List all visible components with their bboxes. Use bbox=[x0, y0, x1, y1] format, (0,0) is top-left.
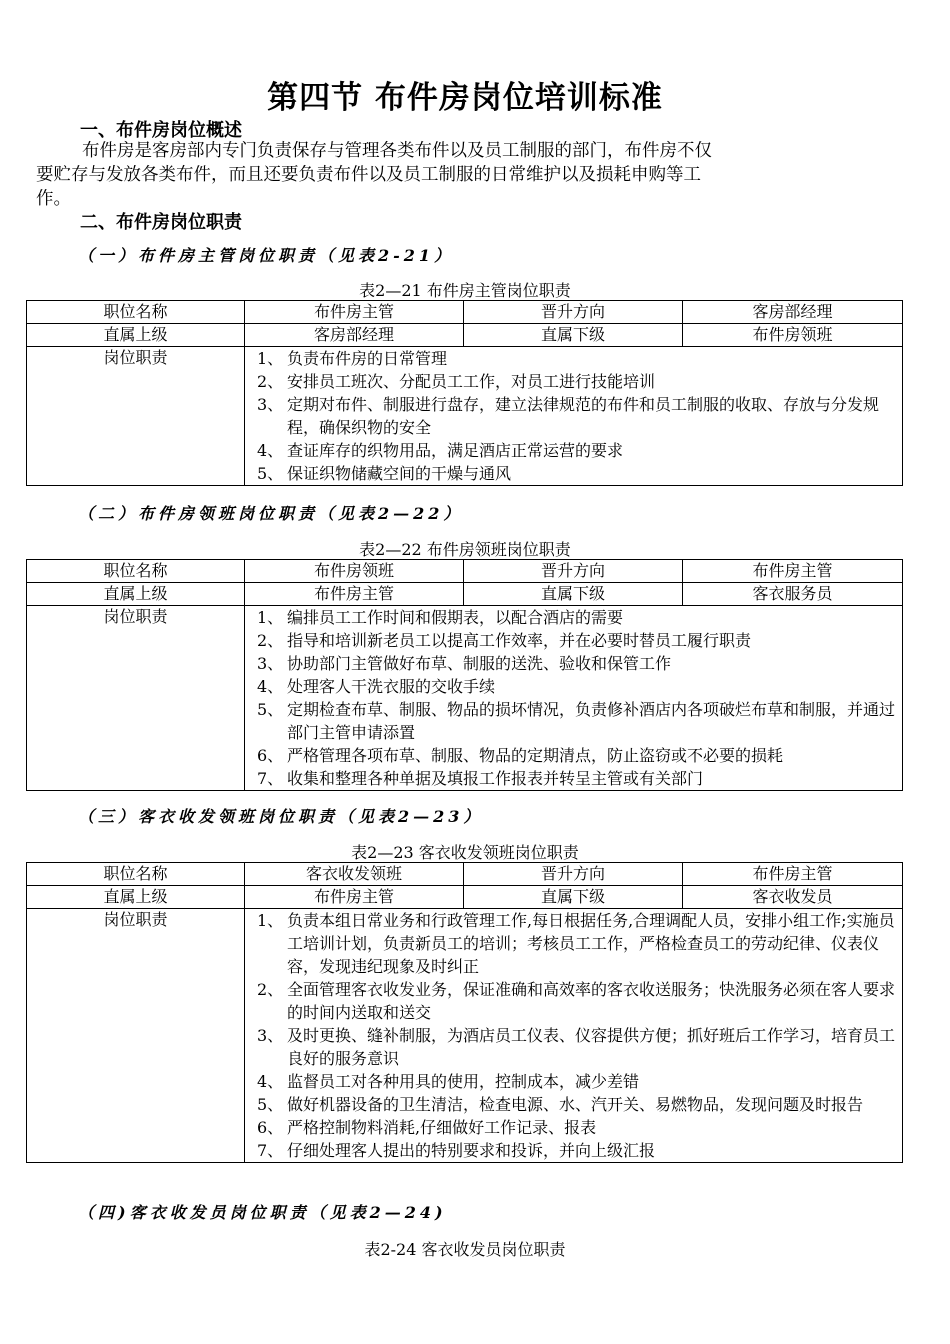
section-heading-duties: 二、布件房岗位职责 bbox=[80, 212, 242, 233]
section-heading-overview: 一、布件房岗位概述 bbox=[80, 120, 242, 141]
label-duties: 岗位职责 bbox=[27, 347, 245, 486]
table-row bbox=[27, 909, 903, 1163]
list-item: 1、 负责本组日常业务和行政管理工作,每日根据任务,合理调配人员，安排小组工作;实施员工培训计划，负责新员工的培训；考核员工工作，严格检查员工的劳动纪律、仪表仪容，发现违纪现象及时纠正 bbox=[257, 911, 895, 976]
list-item: 4、 查证库存的织物用品，满足酒店正常运营的要求 bbox=[257, 441, 624, 460]
table-row bbox=[27, 324, 903, 347]
label-position-name: 职位名称 bbox=[27, 863, 245, 886]
list-item: 6、 严格控制物料消耗,仔细做好工作记录、报表 bbox=[257, 1118, 597, 1137]
value-subordinate: 客衣服务员 bbox=[683, 583, 903, 606]
value-promotion: 布件房主管 bbox=[683, 863, 903, 886]
list-item: 3、 定期对布件、制服进行盘存，建立法律规范的布件和员工制服的收取、存放与分发规程，确保织物的安全 bbox=[257, 395, 880, 437]
duties-cell bbox=[245, 347, 903, 486]
table-row bbox=[27, 583, 903, 606]
label-promotion: 晋升方向 bbox=[464, 560, 683, 583]
duty-table-laundry-foreman bbox=[26, 862, 903, 1163]
value-promotion: 布件房主管 bbox=[683, 560, 903, 583]
label-subordinate: 直属下级 bbox=[464, 324, 683, 347]
duties-cell bbox=[245, 909, 903, 1163]
list-item: 5、 做好机器设备的卫生清洁，检查电源、水、汽开关、易燃物品，发现问题及时报告 bbox=[257, 1095, 864, 1114]
value-superior: 客房部经理 bbox=[245, 324, 464, 347]
duties-cell bbox=[245, 606, 903, 791]
label-position-name: 职位名称 bbox=[27, 560, 245, 583]
subsection-heading-laundry-clerk: （四)客衣收发员岗位职责（见表2—24) bbox=[78, 1203, 447, 1222]
list-item: 7、 仔细处理客人提出的特别要求和投诉，并向上级汇报 bbox=[257, 1141, 656, 1160]
list-item: 1、 编排员工工作时间和假期表，以配合酒店的需要 bbox=[257, 608, 624, 627]
table-row bbox=[27, 863, 903, 886]
label-duties: 岗位职责 bbox=[27, 606, 245, 791]
list-item: 2、 全面管理客衣收发业务，保证准确和高效率的客衣收送服务；快洗服务必须在客人要求的时间内送取和送交 bbox=[257, 980, 896, 1022]
list-item: 4、 监督员工对各种用具的使用，控制成本，减少差错 bbox=[257, 1072, 640, 1091]
label-superior: 直属上级 bbox=[27, 886, 245, 909]
value-position-name: 布件房领班 bbox=[245, 560, 464, 583]
overview-line: 要贮存与发放各类布件，而且还要负责布件以及员工制服的日常维护以及损耗申购等工 bbox=[36, 165, 701, 185]
value-subordinate: 客衣收发员 bbox=[683, 886, 903, 909]
duty-list bbox=[251, 909, 896, 1162]
table-row bbox=[27, 606, 903, 791]
list-item: 3、 及时更换、缝补制服，为酒店员工仪表、仪容提供方便；抓好班后工作学习，培育员工良好的服务意识 bbox=[257, 1026, 896, 1068]
list-item: 2、 安排员工班次、分配员工工作，对员工进行技能培训 bbox=[257, 372, 656, 391]
table-row bbox=[27, 560, 903, 583]
overview-line: 作。 bbox=[36, 189, 71, 209]
page-title: 第四节 布件房岗位培训标准 bbox=[267, 80, 663, 116]
label-superior: 直属上级 bbox=[27, 583, 245, 606]
value-position-name: 客衣收发领班 bbox=[245, 863, 464, 886]
subsection-heading-laundry-foreman: （三）客衣收发领班岗位职责（见表2—23） bbox=[78, 807, 484, 826]
subsection-heading-linen-foreman: （二）布件房领班岗位职责（见表2—22） bbox=[78, 504, 464, 523]
duty-table-linen-foreman bbox=[26, 559, 903, 791]
table-row bbox=[27, 301, 903, 324]
value-superior: 布件房主管 bbox=[245, 886, 464, 909]
duty-list bbox=[251, 606, 896, 790]
list-item: 4、 处理客人干洗衣服的交收手续 bbox=[257, 677, 496, 696]
value-promotion: 客房部经理 bbox=[683, 301, 903, 324]
list-item: 3、 协助部门主管做好布草、制服的送洗、验收和保管工作 bbox=[257, 654, 672, 673]
list-item: 6、 严格管理各项布草、制服、物品的定期清点，防止盗窃或不必要的损耗 bbox=[257, 746, 784, 765]
overview-line: 布件房是客房部内专门负责保存与管理各类布件以及员工制服的部门，布件房不仅 bbox=[82, 141, 712, 161]
value-subordinate: 布件房领班 bbox=[683, 324, 903, 347]
label-subordinate: 直属下级 bbox=[464, 886, 683, 909]
table-caption: 表2—22 布件房领班岗位职责 bbox=[359, 540, 571, 559]
label-duties: 岗位职责 bbox=[27, 909, 245, 1163]
duty-list bbox=[251, 347, 896, 485]
overview-paragraph bbox=[36, 139, 904, 211]
list-item: 5、 定期检查布草、制服、物品的损坏情况，负责修补酒店内各项破烂布草和制服，并通过部门主管申请添置 bbox=[257, 700, 896, 742]
value-superior: 布件房主管 bbox=[245, 583, 464, 606]
table-row bbox=[27, 347, 903, 486]
table-row bbox=[27, 886, 903, 909]
list-item: 1、 负责布件房的日常管理 bbox=[257, 349, 448, 368]
table-caption: 表2-24 客衣收发员岗位职责 bbox=[364, 1240, 566, 1259]
subsection-heading-linen-supervisor: （一）布件房主管岗位职责（见表2-21） bbox=[78, 246, 455, 265]
label-position-name: 职位名称 bbox=[27, 301, 245, 324]
duty-table-linen-supervisor bbox=[26, 300, 903, 486]
value-position-name: 布件房主管 bbox=[245, 301, 464, 324]
table-caption: 表2—21 布件房主管岗位职责 bbox=[359, 281, 571, 300]
list-item: 2、 指导和培训新老员工以提高工作效率，并在必要时替员工履行职责 bbox=[257, 631, 752, 650]
list-item: 7、 收集和整理各种单据及填报工作报表并转呈主管或有关部门 bbox=[257, 769, 704, 788]
label-promotion: 晋升方向 bbox=[464, 863, 683, 886]
table-caption: 表2—23 客衣收发领班岗位职责 bbox=[351, 843, 579, 862]
label-promotion: 晋升方向 bbox=[464, 301, 683, 324]
label-superior: 直属上级 bbox=[27, 324, 245, 347]
list-item: 5、 保证织物储藏空间的干燥与通风 bbox=[257, 464, 512, 483]
label-subordinate: 直属下级 bbox=[464, 583, 683, 606]
